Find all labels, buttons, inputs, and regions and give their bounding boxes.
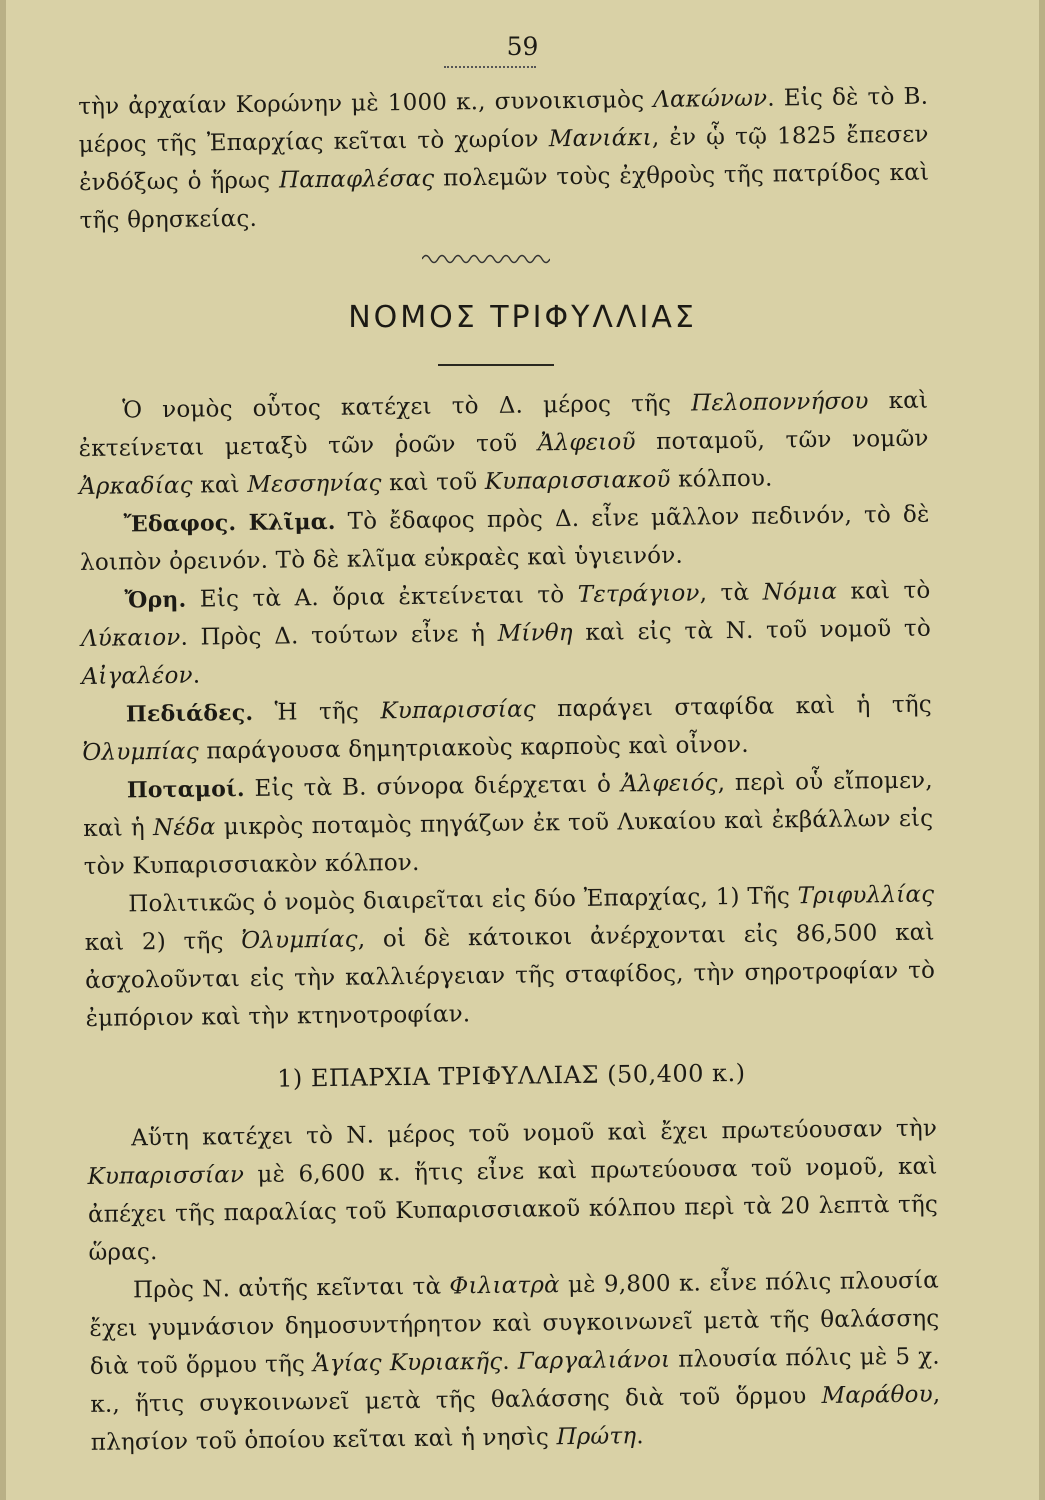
main-body	[78, 382, 941, 1462]
text-run: , πλησίον τοῦ ὁποίου κεῖται καὶ ἡ νησὶς	[90, 1381, 941, 1456]
text-run: καὶ τὸ	[836, 577, 931, 605]
place-name: Ἀλφειός	[620, 770, 718, 798]
text-run: .	[192, 662, 201, 689]
wavy-divider	[422, 250, 550, 264]
text-run: .	[636, 1423, 644, 1450]
section-heading: ΝΟΜΟΣ ΤΡΙΦΥΛΛΙΑΣ	[348, 300, 697, 335]
text-run: πλουσία πόλις μὲ 5 χ. κ., ἥτις συγκοινωνεῖ μετὰ τῆς θαλάσσης διὰ τοῦ ὅρμου	[90, 1343, 941, 1418]
text-run: καὶ	[192, 471, 248, 499]
person-name: Παπαφλέσας	[278, 165, 435, 194]
paragraph-towns	[89, 1262, 941, 1462]
place-name: Νέδα	[152, 814, 216, 842]
text-run: , τὰ	[699, 579, 763, 607]
place-name: Μεσσηνίας	[247, 470, 382, 498]
text-run: ποταμοῦ, τῶν νομῶν	[635, 425, 929, 456]
place-name: Ὀλυμπίας	[82, 738, 200, 766]
text-run: μικρὸς ποταμὸς πηγάζων ἐκ τοῦ Λυκαίου καὶ ἐκβάλλων εἰς τὸν Κυπαρισσιακὸν κόλπον.	[83, 805, 934, 880]
place-name: Μίνθη	[497, 619, 573, 647]
text-run: Ὁ νομὸς οὗτος κατέχει τὸ Δ. μέρος τῆς	[122, 390, 692, 424]
text-run: , περὶ οὗ εἴπομεν, καὶ ἡ	[83, 767, 933, 842]
place-name: Τριφυλλίας	[797, 881, 935, 910]
page-edge-right	[1039, 0, 1045, 1500]
place-name: Αἰγαλέον	[81, 662, 193, 690]
paragraph-kyparissia	[87, 1110, 939, 1272]
place-name: Πρώτη	[556, 1423, 637, 1451]
paragraph-plains	[82, 686, 933, 772]
paragraph-lead: Πεδιάδες.	[125, 699, 254, 728]
text-run: Εἰς τὰ Α. ὅρια ἐκτείνεται τὸ	[186, 581, 578, 613]
place-name: Νόμια	[762, 578, 838, 606]
text-run: , ἐν ᾧ τῷ 1825 ἔπεσεν ἐνδόξως ὁ ἥρως	[79, 121, 929, 196]
paragraph-rivers	[83, 762, 934, 886]
text-run: καὶ τοῦ	[381, 469, 485, 497]
page-edge-left	[0, 0, 6, 1500]
text-run: , οἱ δὲ κάτοικοι ἀνέρχονται εἰς 86,500 καὶ ἀσχολοῦνται εἰς τὴν καλλιέργειαν τῆς σταφίδος, τὴν σηροτροφίαν τὸ ἐμπόριον καὶ τὴν κτηνοτροφίαν.	[85, 919, 936, 1032]
paragraph-mountains	[80, 572, 931, 696]
paragraph-lead: Ποταμοί.	[126, 775, 245, 804]
text-run: Πρὸς Ν. αὐτῆς κεῖνται τὰ	[132, 1273, 450, 1304]
subsection-heading: 1) ΕΠΑΡΧΙΑ ΤΡΙΦΥΛΛΙΑΣ (50,400 κ.)	[277, 1058, 746, 1093]
paragraph-soil-climate	[79, 496, 930, 582]
text-run: . Πρὸς Δ. τούτων εἶνε ἡ	[180, 620, 498, 651]
place-name: Γαργαλιάνοι	[517, 1346, 671, 1375]
text-run: καὶ 2) τῆς	[84, 928, 242, 956]
place-name: Λύκαιον	[80, 624, 181, 652]
place-name: Μαράθου	[821, 1381, 933, 1409]
text-run: Πολιτικῶς ὁ νομὸς διαιρεῖται εἰς δύο Ἐπαρχίας, 1) Τῆς	[128, 883, 798, 918]
place-name: Ἀλφειοῦ	[537, 429, 636, 457]
place-name: Κυπαρισσιακοῦ	[484, 466, 671, 496]
text-run: Τὸ ἔδαφος πρὸς Δ. εἶνε μᾶλλον πεδινόν, τὸ δὲ λοιπὸν ὀρεινόν. Τὸ δὲ κλῖμα εὐκραὲς καὶ ὑγιεινόν.	[79, 501, 930, 576]
place-name: Κυπαρισσίαν	[87, 1162, 245, 1190]
place-name: Ὀλυμπίας	[241, 926, 358, 955]
paragraph-lead: Ὄρη.	[124, 586, 187, 614]
page-number-rule	[444, 66, 536, 68]
place-name: Ἀρκαδίας	[79, 472, 193, 500]
text-run: μὲ 9,800 κ. εἶνε πόλις πλουσία ἔχει γυμνάσιον δημοσυντήρητον καὶ συγκοινωνεῖ μετὰ τῆς θαλάσσης διὰ τοῦ ὅρμου τῆς	[89, 1267, 940, 1380]
place-name: Φιλιατρὰ	[449, 1272, 560, 1300]
place-name: Λακώνων	[653, 85, 768, 113]
text-run: . Εἰς δὲ τὸ Β. μέρος τῆς Ἐπαρχίας κεῖται τὸ χωρίον	[78, 83, 929, 158]
heading-rule	[438, 364, 554, 366]
page-number: 59	[506, 32, 539, 61]
text-run: παράγουσα δημητριακοὺς καρποὺς καὶ οἶνον.	[198, 731, 749, 765]
text-run: μὲ 6,600 κ. ἥτις εἶνε καὶ πρωτεύουσα τοῦ νομοῦ, καὶ ἀπέχει τῆς παραλίας τοῦ Κυπαρισσιακοῦ κόλπου περὶ τὰ 20 λεπτὰ τῆς ὥρας.	[87, 1153, 939, 1266]
text-run: καὶ εἰς τὰ Ν. τοῦ νομοῦ τὸ	[572, 615, 932, 646]
intro-paragraph	[78, 78, 930, 240]
place-name: Ἁγίας Κυριακῆς	[312, 1348, 503, 1378]
intro-text	[78, 78, 930, 240]
text-run: Ἡ τῆς	[253, 698, 381, 726]
paragraph-politics	[84, 876, 936, 1038]
text-run: κόλπου.	[670, 465, 773, 493]
paragraph-overview	[78, 382, 929, 506]
text-run: πολεμῶν τοὺς ἐχθροὺς τῆς πατρίδος καὶ τῆς θρησκείας.	[79, 159, 930, 234]
place-name: Πελοποννήσου	[691, 388, 869, 417]
text-run: Αὕτη κατέχει τὸ Ν. μέρος τοῦ νομοῦ καὶ ἔχει πρωτεύουσαν τὴν	[130, 1115, 938, 1152]
text-run: .	[502, 1348, 518, 1375]
place-name: Κυπαρισσίας	[380, 696, 536, 725]
text-run: παράγει σταφίδα καὶ ἡ τῆς	[535, 691, 933, 723]
text-run: τὴν ἀρχαίαν Κορώνην μὲ 1000 κ., συνοικισμὸς	[78, 86, 654, 120]
text-run: καὶ ἐκτείνεται μεταξὺ τῶν ῥοῶν τοῦ	[78, 387, 929, 462]
text-run: Εἰς τὰ Β. σύνορα διέρχεται ὁ	[244, 771, 622, 802]
place-name: Μανιάκι	[548, 124, 653, 153]
place-name: Τετράγιον	[577, 580, 700, 608]
paragraph-lead: Ἔδαφος. Κλῖμα.	[123, 508, 336, 538]
